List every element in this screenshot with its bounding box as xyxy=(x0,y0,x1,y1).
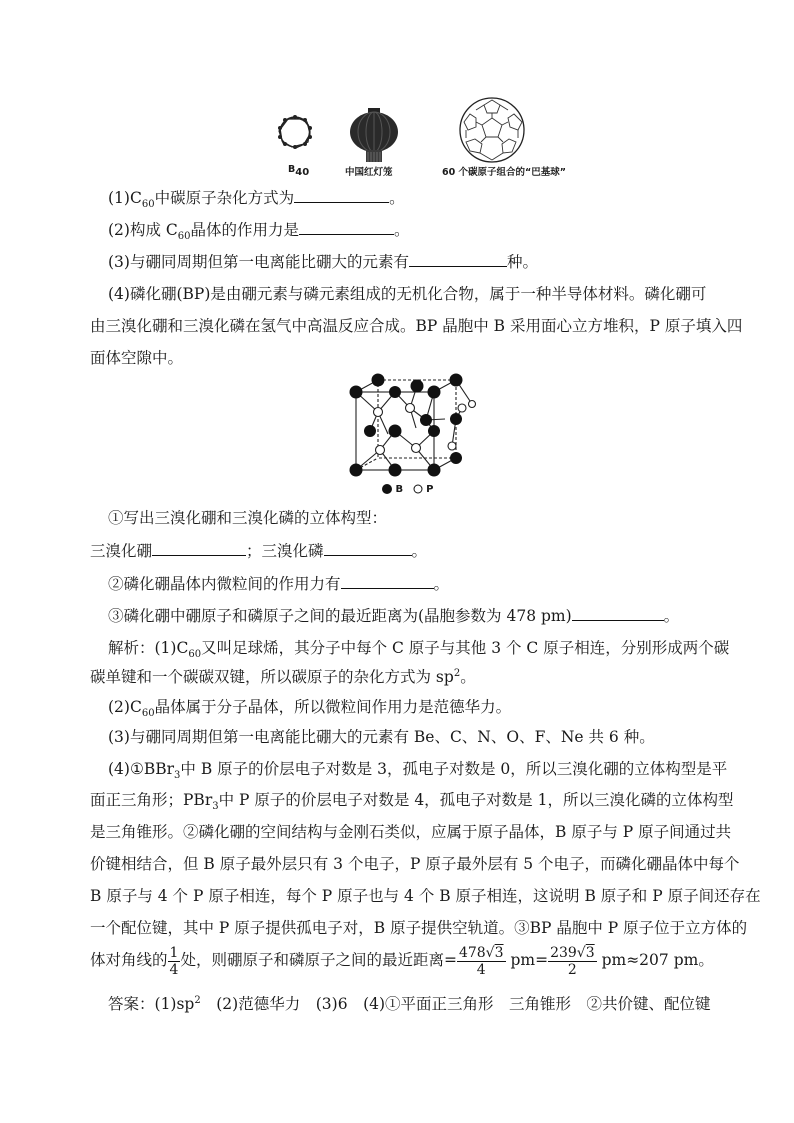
b-atom-legend-icon xyxy=(382,484,392,494)
answer-blank-1[interactable] xyxy=(294,188,389,203)
analysis-4-line-3: 是三角锥形。②磷化硼的空间结构与金刚石类似，应属于原子晶体，B 原子与 P 原子间通过共 xyxy=(90,823,732,841)
figure-lantern xyxy=(346,106,402,164)
lantern-caption: 中国红灯笼 xyxy=(345,167,393,178)
analysis-2: $(2)C_{60}$晶体属于分子晶体，所以微粒间作用力是范德华力。 xyxy=(108,698,512,720)
p-atom-legend-icon xyxy=(413,484,423,494)
legend-b-label: B xyxy=(395,484,404,495)
subquestion-1-prompt: ①写出三溴化硼和三溴化磷的立体构型： xyxy=(108,509,388,527)
legend-p-label: P xyxy=(426,484,434,495)
question-1: $(1)C_{60}$中碳原子杂化方式为 。 xyxy=(108,189,405,211)
question-3: (3)与硼同周期但第一电离能比硼大的元素有 种。 xyxy=(108,253,538,271)
analysis-4-line-6: 一个配位键，其中 P 原子提供孤电子对，B 原子提供空轨道。③BP 晶胞中 P 原子位于立方体的 xyxy=(90,919,748,937)
analysis-3: (3)与硼同周期但第一电离能比硼大的元素有 Be、C、N、O、F、Ne 共 6 种。 xyxy=(108,728,655,746)
analysis-4-line-2: 面正三角形；PBr$_3$中 P 原子的价层电子对数是 4，孤电子对数是 1，所以三溴化磷的立体构型 xyxy=(90,791,734,813)
figure-buckyball xyxy=(456,96,528,164)
b40-cluster-image xyxy=(270,110,320,160)
analysis-4-line-5: B 原子与 4 个 P 原子相连，每个 P 原子也与 4 个 B 原子相连，这说明 B 原子和 P 原子间还存在 xyxy=(90,887,761,905)
subquestion-2: ②磷化硼晶体内微粒间的作用力有 。 xyxy=(108,575,450,593)
question-4-line-3: 面体空隙中。 xyxy=(90,349,184,367)
fraction-478-sqrt3-over-4: $\frac{478√3}{4}$ xyxy=(458,944,504,978)
question-4-line-2: 由三溴化硼和三溴化磷在氢气中高温反应合成。BP 晶胞中 B 采用面心立方堆积，P 原子填入四 xyxy=(90,317,743,335)
answer-blank-force[interactable] xyxy=(341,574,434,589)
answer-blank-distance[interactable] xyxy=(572,606,664,621)
question-2: (2)构成 $C_{60}$晶体的作用力是 。 xyxy=(108,221,410,243)
buckyball-image xyxy=(456,96,528,164)
answer-blank-pbr3[interactable] xyxy=(324,541,412,556)
analysis-1-line-2: 碳单键和一个碳碳双键，所以碳原子的杂化方式为 $sp^2$。 xyxy=(90,667,476,686)
red-lantern-image xyxy=(346,106,402,164)
answer-line: 答案：$(1)sp^2$ (2)范德华力 (3)6 (4)①平面正三角形 三角锥形 ②共价键、配位键 xyxy=(108,994,711,1013)
unit-cell-legend xyxy=(382,484,433,495)
bp-unit-cell-diagram xyxy=(340,368,480,500)
subquestion-3: ③磷化硼中硼原子和磷原子之间的最近距离为(晶胞参数为 478 pm) 。 xyxy=(108,607,680,625)
question-4-line-1: (4)磷化硼(BP)是由硼元素与磷元素组成的无机化合物，属于一种半导体材料。磷化硼可 xyxy=(108,285,707,303)
buckyball-caption: 60 个碳原子组合的“巴基球” xyxy=(442,167,567,178)
analysis-4-line-1: (4)①BBr$_3$中 B 原子的价层电子对数是 3，孤电子对数是 0，所以三溴化硼的立体构型是平 xyxy=(108,760,728,782)
answer-blank-bbr3[interactable] xyxy=(152,541,246,556)
fraction-one-quarter: $\frac{1}{4}$ xyxy=(169,944,179,978)
bp-unit-cell-figure xyxy=(340,368,480,500)
fraction-239-sqrt3-over-2: $\frac{239√3}{2}$ xyxy=(550,944,595,978)
answer-blank-2[interactable] xyxy=(299,220,394,235)
analysis-4-line-7: 体对角线的 $\frac{1}{4}$ 处，则硼原子和磷原子之间的最近距离= $\frac{478√3}{4}$ pm= $\frac{239√3}{2}$ pm≈207 pm。 xyxy=(90,944,714,978)
subquestion-1-answers: 三溴化硼 ；三溴化磷 。 xyxy=(90,542,428,560)
analysis-1-line-1: 解析：$(1)C_{60}$又叫足球烯，其分子中每个 C 原子与其他 3 个 C 原子相连，分别形成两个碳 xyxy=(108,639,730,661)
b40-caption: $B_{40}$ xyxy=(288,164,310,178)
answer-blank-3[interactable] xyxy=(409,252,507,267)
figure-b40 xyxy=(270,110,320,160)
analysis-4-line-4: 价键相结合，但 B 原子最外层只有 3 个电子，P 原子最外层有 5 个电子，而磷化硼晶体中每个 xyxy=(90,855,740,873)
